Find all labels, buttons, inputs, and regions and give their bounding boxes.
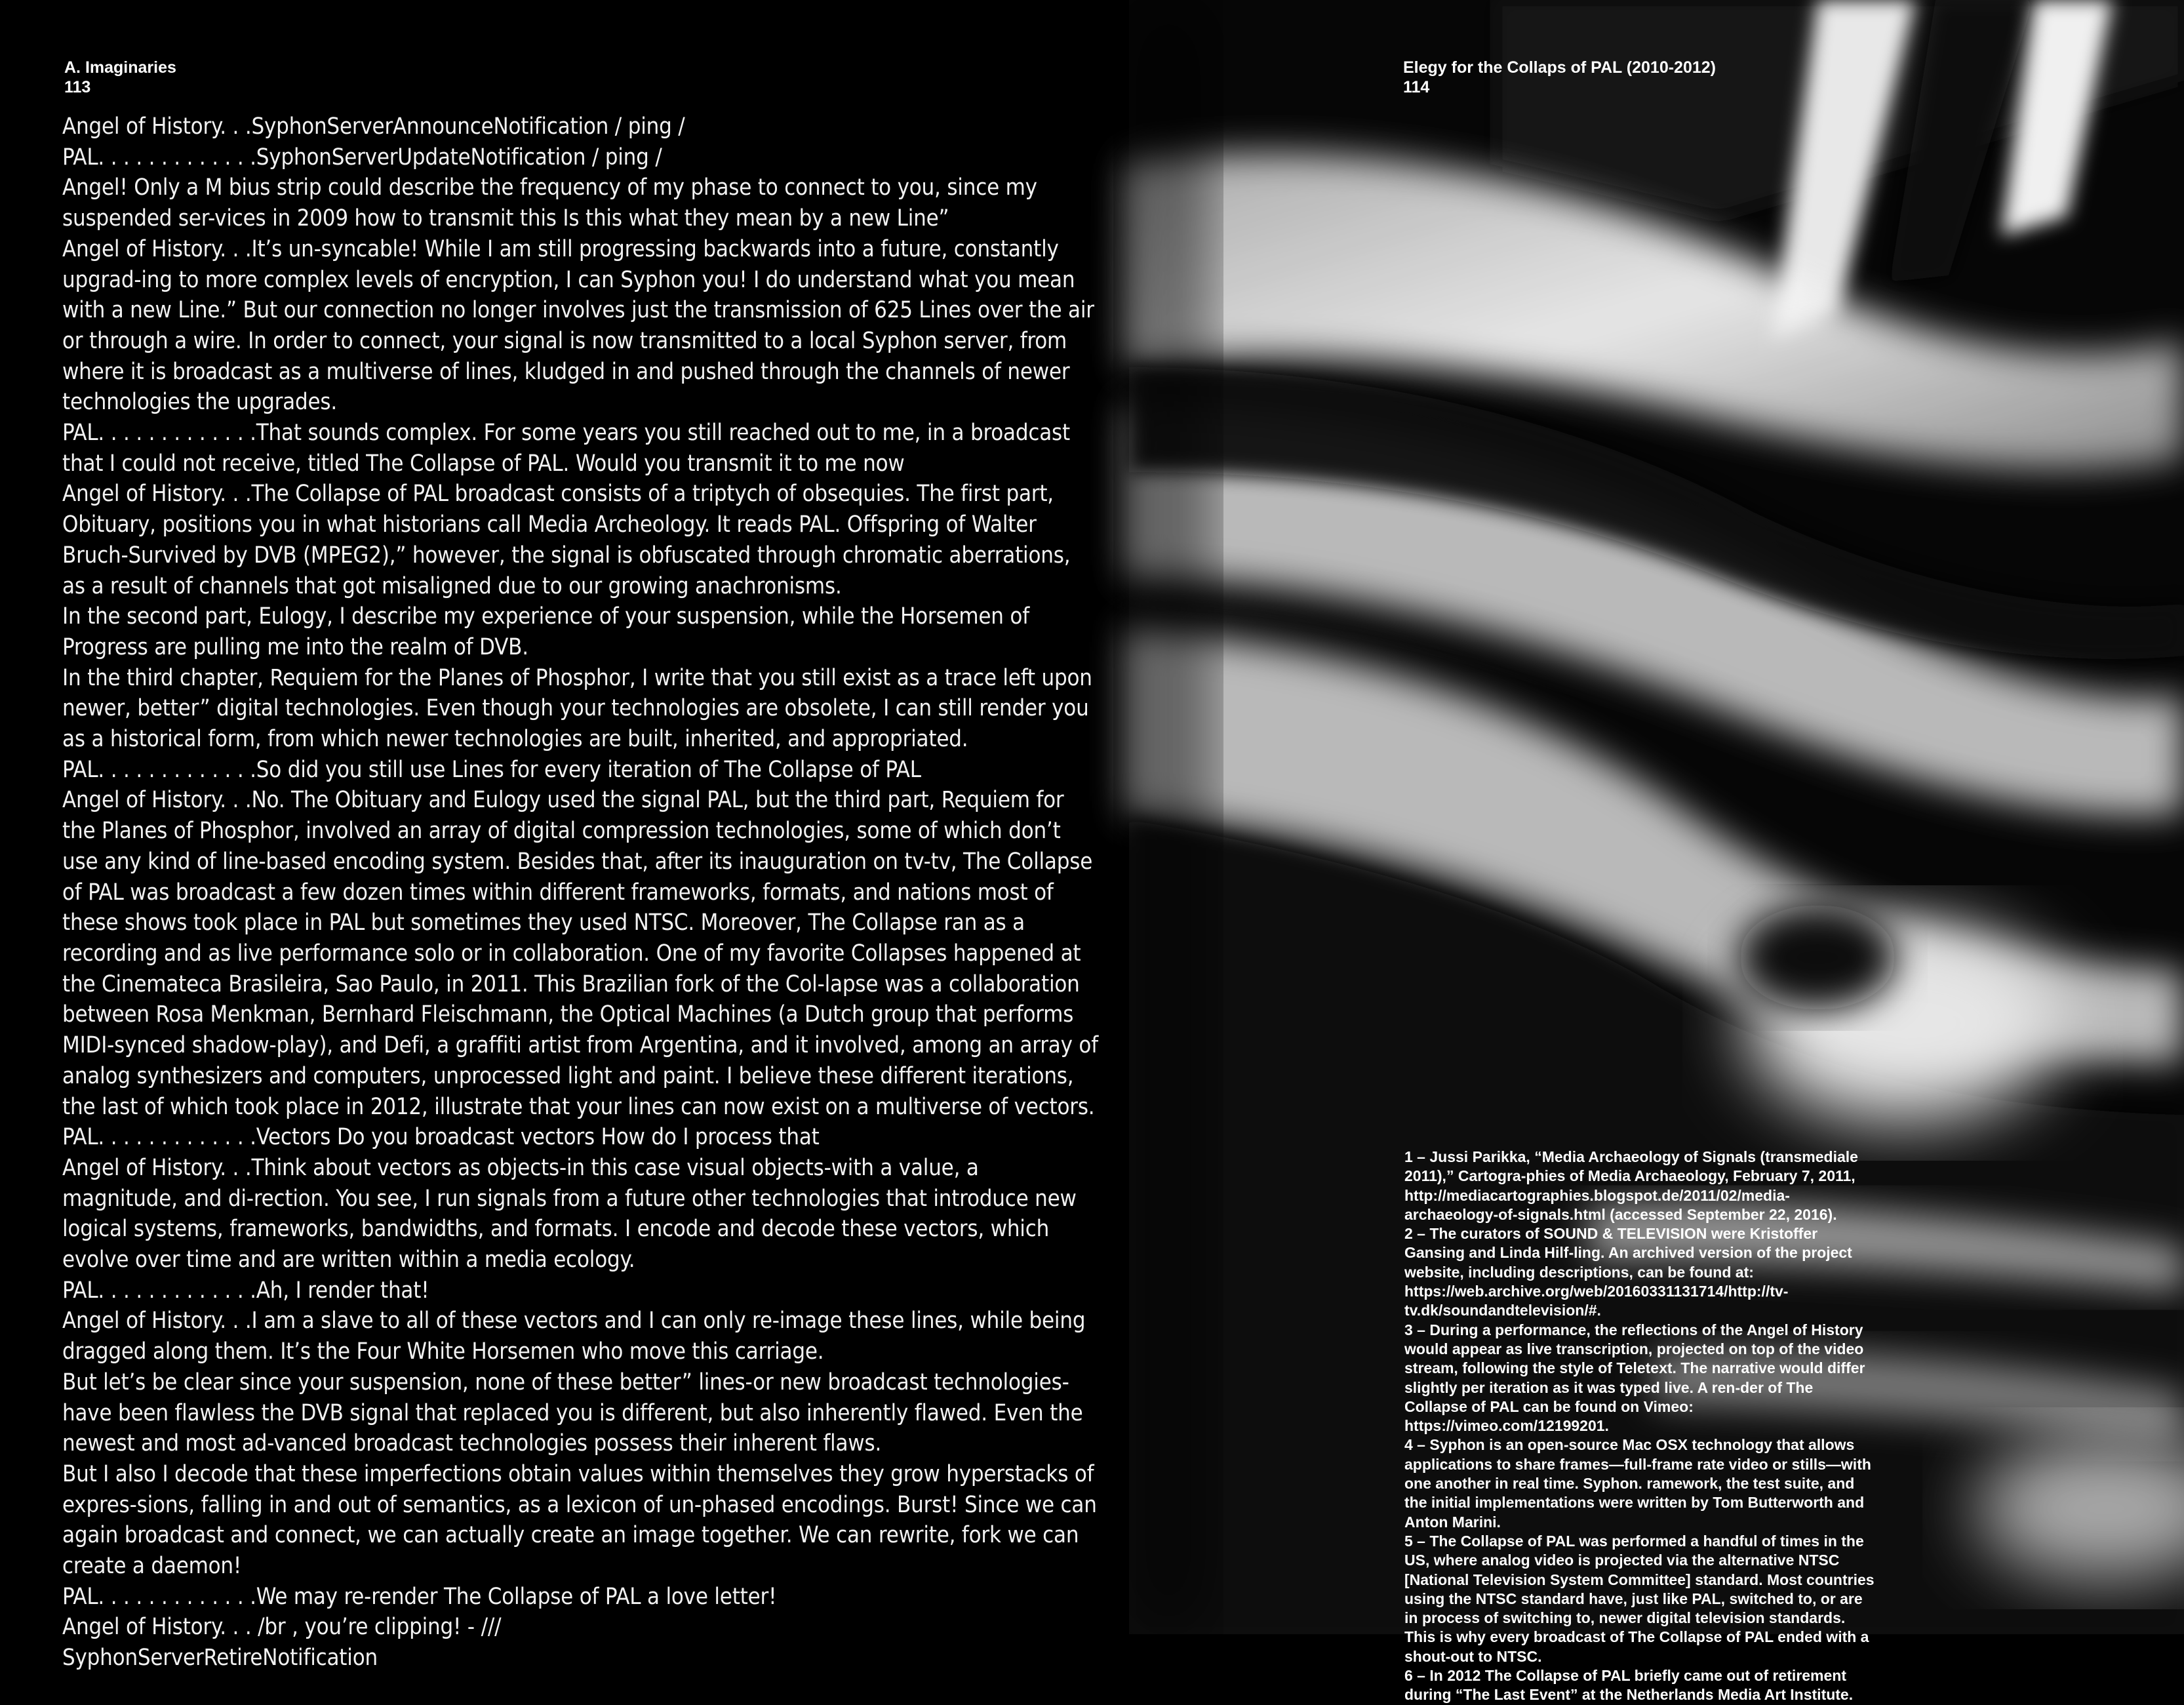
transcript-paragraph: PAL. . . . . . . . . . . . .Ah, I render that! (62, 1277, 429, 1304)
transcript-paragraph: PAL. . . . . . . . . . . . .Vectors Do you broadcast vectors How do I process that (62, 1124, 820, 1151)
transcript-paragraph: Angel of History. . .The Collapse of PAL broadcast consists of a triptych of obsequies. The first part, Obituary, positions you in what historians call Media Archeology. It reads PAL. Offspring of Walter Bruch-Survived by DVB (MPEG2),” however, the signal is obfuscated through chromatic aberrations, as a result of channels that got misaligned due to our growing anachronisms. (62, 481, 1071, 599)
footnote: 1 – Jussi Parikka, “Media Archaeology of Signals (transmediale 2011),” Cartogra-phies of Media Archaeology, February 7, 2011, http://mediacartographies.blogspot.de/2011/02/media-archaeology-of-signals.html (accessed September 22, 2016). (1404, 1148, 1858, 1223)
footnote: 6 – In 2012 The Collapse of PAL briefly came out of retirement during “The Last Event” at the Netherlands Media Art Institute. (1404, 1667, 1854, 1704)
footnote: 3 – During a performance, the reflections of the Angel of History would appear as live transcription, projected on top of the video stream, following the style of Teletext. The narrative would differ slightly per iteration as it was typed live. A ren-der of The Collapse of PAL can be found on Vimeo: https://vimeo.com/12199201. (1404, 1321, 1865, 1435)
transcript-paragraph: In the second part, Eulogy, I describe my experience of your suspension, while the Horsemen of Progress are pulling me into the realm of DVB. (62, 603, 1029, 660)
transcript-paragraph: In the third chapter, Requiem for the Planes of Phosphor, I write that you still exist as a trace left upon newer, better” digital technologies. Even though your technologies are obsolete, I can still render you as a historical form, from which newer technologies are built, inherited, and appropriated. (62, 664, 1092, 753)
transcript-paragraph: PAL. . . . . . . . . . . . .So did you still use Lines for every iteration of The Collapse of PAL (62, 756, 921, 783)
footnote-url: https://web.archive.org/web/20160331131714/http://tv-tv.dk/soundandtelevision/#. (1404, 1283, 1789, 1319)
transcript-paragraph: Angel of History. . .No. The Obituary and Eulogy used the signal PAL, but the third part, Requiem for the Planes of Phosphor, involved an array of digital compression technologies, some of which don’t use any kind of line-based encoding system. Besides that, after its inauguration on tv-tv, The Collapse of PAL was broadcast a few dozen times within different frameworks, formats, and nations most of these shows took place in PAL but sometimes they used NTSC. Moreover, The Collapse ran as a recording and as live performance solo or in collaboration. One of my favorite Collapses happened at the Cinemateca Brasileira, Sao Paulo, in 2011. This Brazilian fork of the Col-lapse was a collaboration between Rosa Menkman, Bernhard Fleischmann, the Optical Machines (a Dutch group that performs MIDI-synced shadow-play), and Defi, a graffiti artist from Argentina, and it involved, among an array of analog synthesizers and computers, unprocessed light and paint. I believe these different iterations, the last of which took place in 2012, illustrate that your lines can now exist on a multiverse of vectors. (62, 787, 1098, 1120)
dialogue-transcript (62, 111, 1098, 1672)
transcript-paragraph: Angel of History. . .Think about vectors as objects-in this case visual objects-with a value, a magnitude, and di-rection. You see, I run signals from a future other technologies that introduce new logical systems, frameworks, bandwidths, and formats. I encode and decode these vectors, which evolve over time and are written within a media ecology. (62, 1154, 1077, 1274)
transcript-paragraph: PAL. . . . . . . . . . . . .We may re-render The Collapse of PAL a love letter! (62, 1583, 777, 1610)
right-running-head (1403, 58, 1716, 97)
transcript-paragraph: PAL. . . . . . . . . . . . .SyphonServerUpdateNotification / ping / (62, 144, 662, 170)
page-number: 113 (64, 78, 91, 96)
left-running-head (64, 58, 176, 97)
footnotes (1404, 1148, 1876, 1705)
right-page (1129, 0, 2184, 1704)
transcript-paragraph: SyphonServerRetireNotification (62, 1645, 378, 1672)
footnote: 5 – The Collapse of PAL was performed a handful of times in the US, where analog video is projected via the alternative NTSC [National Television System Committee] standard. Most countries using the NTSC standard have, just like PAL, switched to, or are in process of switching to, newer digital television standards. This is why every broadcast of The Collapse of PAL ended with a shout-out to NTSC. (1404, 1532, 1875, 1665)
transcript-paragraph: Angel of History. . . /br , you’re clipping! - /// (62, 1614, 502, 1641)
section-title: A. Imaginaries (64, 58, 176, 77)
transcript-paragraph: Angel of History. . .SyphonServerAnnounceNotification / ping / (62, 113, 685, 140)
page-number: 114 (1403, 78, 1430, 96)
transcript-paragraph: But let’s be clear since your suspension, none of these better” lines-or new broadcast technologies-have been flawless the DVB signal that replaced you is different, but also inherently flawed. Even the newest and most ad-vanced broadcast technologies possess their inherent flaws. (62, 1369, 1083, 1457)
transcript-paragraph: Angel! Only a M bius strip could describe the frequency of my phase to connect to you, since my suspended ser-vices in 2009 how to transmit this Is this what they mean by a new Line” (62, 174, 1037, 232)
transcript-paragraph: PAL. . . . . . . . . . . . .That sounds complex. For some years you still reached out to me, in a broadcast that I could not receive, titled The Collapse of PAL. Would you transmit it to me now (62, 420, 1070, 477)
footnote: 2 – The curators of SOUND & TELEVISION were Kristoffer Gansing and Linda Hilf-ling. An archived version of the project website, including descriptions, can be found at: (1404, 1225, 1852, 1281)
transcript-paragraph: Angel of History. . .It’s un-syncable! While I am still progressing backwards into a future, constantly upgrad-ing to more complex levels of encryption, I can Syphon you! I do understand what you mean with a new Line.” But our connection no longer involves just the transmission of 625 Lines over the air or through a wire. In order to connect, your signal is now transmitted to a local Syphon server, from where it is broadcast as a multiverse of lines, kludged in and pushed through the channels of newer technologies the upgrades. (62, 235, 1094, 416)
footnote: 4 – Syphon is an open-source Mac OSX technology that allows applications to share frames—full-frame rate video or stills—with one another in real time. Syphon. ramework, the test suite, and the initial implementations were written by Tom Butterworth and Anton Marini. (1404, 1436, 1871, 1531)
transcript-paragraph: Angel of History. . .I am a slave to all of these vectors and I can only re-image these lines, while being dragged along them. It’s the Four White Horsemen who move this carriage. (62, 1308, 1086, 1365)
transcript-paragraph: But I also I decode that these imperfections obtain values within themselves they grow hyperstacks of expres-sions, falling in and out of semantics, as a lexicon of un-phased encodings. Burst! Since we can again broadcast and connect, we can actually create an image together. We can rewrite, fork we can create a daemon! (62, 1460, 1097, 1580)
section-title: Elegy for the Collaps of PAL (2010-2012) (1403, 58, 1716, 77)
